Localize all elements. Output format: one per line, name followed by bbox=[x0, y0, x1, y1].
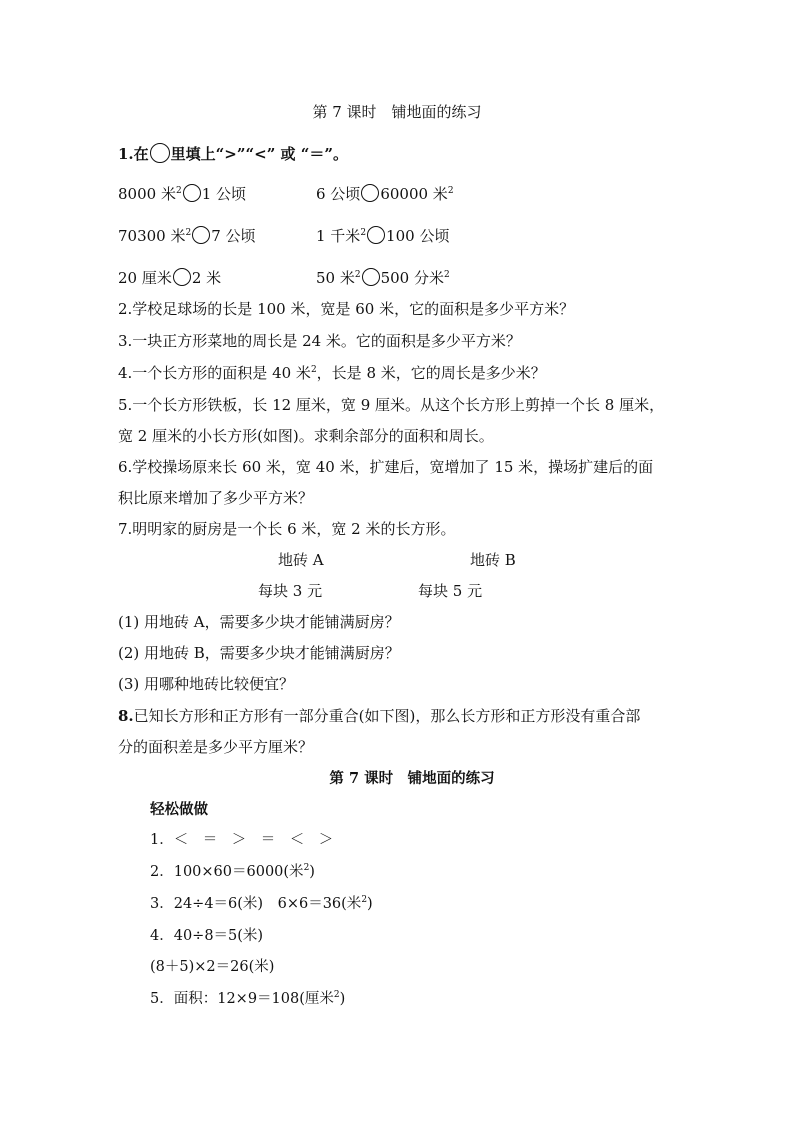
q1-r1l-sup: 2 bbox=[175, 186, 182, 196]
answer-4: 4．40÷8＝5(米) bbox=[150, 928, 264, 944]
answer-circle-icon[interactable] bbox=[367, 226, 385, 244]
question-2: 2.学校足球场的长是 100 米，宽是 60 米，它的面积是多少平方米？ bbox=[118, 300, 575, 318]
q1-row-2-right bbox=[316, 226, 449, 249]
q1-r2r-sup: 2 bbox=[360, 228, 367, 238]
a2-b: ) bbox=[309, 864, 315, 880]
a5-b: ) bbox=[339, 991, 346, 1007]
question-6-line-2: 积比原来增加了多少平方米？ bbox=[118, 489, 314, 507]
q1-row-3-right bbox=[316, 268, 450, 291]
q4-b: ，长是 8 米，它的周长是多少米？ bbox=[316, 364, 546, 382]
q1-r2l-b: 7 公顷 bbox=[211, 227, 256, 245]
question-8-line-2: 分的面积差是多少平方厘米？ bbox=[118, 738, 314, 756]
q1-row-1-left bbox=[118, 184, 246, 207]
q1-r2l-sup: 2 bbox=[185, 228, 192, 238]
answer-circle-icon[interactable] bbox=[362, 268, 380, 286]
a3-b: ) bbox=[367, 896, 373, 912]
a3-sup: 2 bbox=[361, 895, 368, 905]
question-7-sub-2: (2) 用地砖 B，需要多少块才能铺满厨房？ bbox=[118, 644, 400, 662]
page-title: 第 7 课时 铺地面的练习 bbox=[312, 103, 482, 121]
question-4 bbox=[118, 363, 546, 386]
tile-b-price: 每块 5 元 bbox=[418, 582, 483, 600]
q1-r3r-a: 50 米 bbox=[316, 269, 355, 287]
a5-sup: 2 bbox=[333, 990, 340, 1000]
question-5-line-1: 5.一个长方形铁板，长 12 厘米，宽 9 厘米。从这个长方形上剪掉一个长 8 厘米， bbox=[118, 396, 665, 414]
q1-r3l-a: 20 厘米 bbox=[118, 269, 172, 287]
a2-a: 2．100×60＝6000(米 bbox=[150, 864, 304, 880]
question-7: 7.明明家的厨房是一个长 6 米，宽 2 米的长方形。 bbox=[118, 520, 456, 538]
q1-r2r-a: 1 千米 bbox=[316, 227, 361, 245]
question-6-line-1: 6.学校操场原来长 60 米，宽 40 米，扩建后，宽增加了 15 米，操场扩建后的面 bbox=[118, 458, 654, 476]
question-1-instruction bbox=[118, 143, 348, 164]
answer-5 bbox=[150, 989, 345, 1011]
answer-circle-icon[interactable] bbox=[192, 226, 210, 244]
question-8-line-1 bbox=[118, 706, 640, 726]
q1-row-1-right bbox=[316, 184, 454, 207]
q1-r1r-b: 60000 米 bbox=[380, 185, 448, 203]
q1-r3l-b: 2 米 bbox=[191, 269, 222, 287]
answers-section-heading: 轻松做做 bbox=[150, 801, 208, 818]
answer-3 bbox=[150, 894, 373, 916]
q1-r2r-b: 100 公顷 bbox=[386, 227, 450, 245]
a5-a: 5．面积：12×9＝108(厘米 bbox=[150, 991, 334, 1007]
answer-circle-icon[interactable] bbox=[361, 184, 379, 202]
q1-r3r-b: 500 分米 bbox=[380, 269, 444, 287]
q4-a: 4.一个长方形的面积是 40 米 bbox=[118, 364, 311, 382]
tile-b-label: 地砖 B bbox=[470, 551, 516, 569]
q1-r1l-b: 1 公顷 bbox=[201, 185, 246, 203]
a3-a: 3．24÷4＝6(米) 6×6＝36(米 bbox=[150, 896, 362, 912]
q1-r3r-sup2: 2 bbox=[444, 270, 450, 280]
q1-prefix: 1.在 bbox=[118, 145, 149, 163]
q1-row-3-left bbox=[118, 268, 221, 288]
q4-sup: 2 bbox=[310, 365, 317, 375]
q1-r1r-sup2: 2 bbox=[447, 186, 454, 196]
q1-r3r-sup: 2 bbox=[354, 270, 361, 280]
question-7-sub-1: (1) 用地砖 A，需要多少块才能铺满厨房？ bbox=[118, 613, 400, 631]
blank-circle-icon bbox=[150, 143, 170, 163]
question-3: 3.一块正方形菜地的周长是 24 米。它的面积是多少平方米？ bbox=[118, 332, 521, 350]
a2-sup: 2 bbox=[303, 863, 310, 873]
q8-num: 8. bbox=[118, 707, 134, 725]
q1-row-2-left bbox=[118, 226, 256, 249]
q1-r1l-a: 8000 米 bbox=[118, 185, 176, 203]
question-7-sub-3: (3) 用哪种地砖比较便宜？ bbox=[118, 675, 295, 693]
tile-a-label: 地砖 A bbox=[278, 551, 324, 569]
tile-a-price: 每块 3 元 bbox=[258, 582, 323, 600]
q1-suffix: 里填上“>”“<” 或 “＝”。 bbox=[170, 145, 349, 163]
question-5-line-2: 宽 2 厘米的小长方形(如图)。求剩余部分的面积和周长。 bbox=[118, 427, 494, 445]
answer-1: 1．＜ ＝ ＞ ＝ ＜ ＞ bbox=[150, 832, 334, 848]
answer-circle-icon[interactable] bbox=[183, 184, 201, 202]
q8-line1: 已知长方形和正方形有一部分重合(如下图)，那么长方形和正方形没有重合部 bbox=[133, 707, 641, 725]
q1-r1r-a: 6 公顷 bbox=[316, 185, 361, 203]
answer-4-continued: (8＋5)×2＝26(米) bbox=[150, 959, 275, 975]
answer-2 bbox=[150, 862, 315, 884]
answer-circle-icon[interactable] bbox=[173, 268, 191, 286]
answers-title: 第 7 课时 铺地面的练习 bbox=[329, 770, 495, 787]
q1-r2l-a: 70300 米 bbox=[118, 227, 186, 245]
